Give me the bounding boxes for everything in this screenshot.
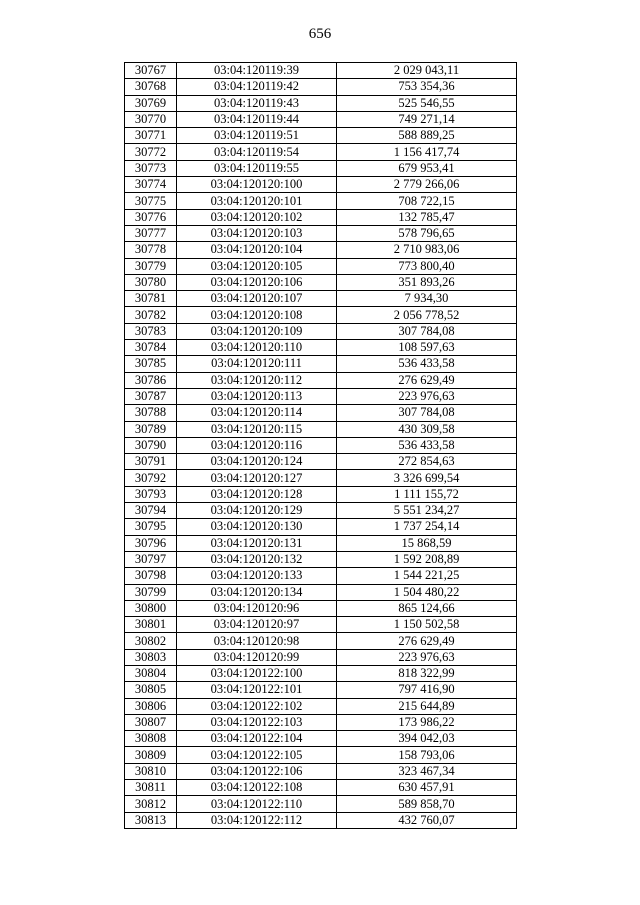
table-row [125,144,517,160]
cadastral-number-cell: 03:04:120120:129 [177,503,337,519]
row-number-cell: 30801 [125,617,177,633]
value-cell: 818 322,99 [337,665,517,681]
table-row [125,812,517,828]
value-cell: 2 029 043,11 [337,63,517,79]
value-cell: 2 779 266,06 [337,177,517,193]
cadastral-number-cell: 03:04:120119:44 [177,111,337,127]
table-row [125,568,517,584]
table-row [125,633,517,649]
table-row [125,128,517,144]
table-row [125,291,517,307]
table-row [125,111,517,127]
table-row [125,372,517,388]
cadastral-number-cell: 03:04:120120:131 [177,535,337,551]
cadastral-number-cell: 03:04:120120:113 [177,388,337,404]
table-row [125,160,517,176]
table-row [125,535,517,551]
cadastral-number-cell: 03:04:120122:110 [177,796,337,812]
row-number-cell: 30770 [125,111,177,127]
row-number-cell: 30798 [125,568,177,584]
value-cell: 589 858,70 [337,796,517,812]
value-cell: 307 784,08 [337,323,517,339]
table-body [125,63,517,829]
row-number-cell: 30786 [125,372,177,388]
row-number-cell: 30812 [125,796,177,812]
cadastral-number-cell: 03:04:120122:104 [177,731,337,747]
value-cell: 630 457,91 [337,780,517,796]
row-number-cell: 30787 [125,388,177,404]
cadastral-number-cell: 03:04:120120:102 [177,209,337,225]
table-row [125,421,517,437]
value-cell: 223 976,63 [337,388,517,404]
value-cell: 536 433,58 [337,356,517,372]
cadastral-number-cell: 03:04:120122:106 [177,763,337,779]
row-number-cell: 30781 [125,291,177,307]
cadastral-number-cell: 03:04:120120:132 [177,551,337,567]
cadastral-number-cell: 03:04:120122:105 [177,747,337,763]
row-number-cell: 30799 [125,584,177,600]
row-number-cell: 30771 [125,128,177,144]
cadastral-number-cell: 03:04:120120:109 [177,323,337,339]
cadastral-number-cell: 03:04:120122:103 [177,714,337,730]
cadastral-number-cell: 03:04:120120:97 [177,617,337,633]
cadastral-number-cell: 03:04:120122:108 [177,780,337,796]
table-row [125,780,517,796]
table-row [125,340,517,356]
row-number-cell: 30792 [125,470,177,486]
row-number-cell: 30791 [125,454,177,470]
cadastral-number-cell: 03:04:120120:104 [177,242,337,258]
cadastral-number-cell: 03:04:120120:98 [177,633,337,649]
table-row [125,356,517,372]
value-cell: 215 644,89 [337,698,517,714]
table-row [125,796,517,812]
value-cell: 173 986,22 [337,714,517,730]
table-row [125,258,517,274]
row-number-cell: 30783 [125,323,177,339]
cadastral-number-cell: 03:04:120120:111 [177,356,337,372]
value-cell: 323 467,34 [337,763,517,779]
table-row [125,714,517,730]
value-cell: 2 710 983,06 [337,242,517,258]
cadastral-number-cell: 03:04:120119:55 [177,160,337,176]
value-cell: 223 976,63 [337,649,517,665]
row-number-cell: 30810 [125,763,177,779]
cadastral-number-cell: 03:04:120120:128 [177,486,337,502]
value-cell: 536 433,58 [337,437,517,453]
row-number-cell: 30789 [125,421,177,437]
value-cell: 276 629,49 [337,372,517,388]
row-number-cell: 30808 [125,731,177,747]
table-row [125,763,517,779]
cadastral-number-cell: 03:04:120120:112 [177,372,337,388]
row-number-cell: 30804 [125,665,177,681]
value-cell: 15 868,59 [337,535,517,551]
table-row [125,698,517,714]
cadastral-number-cell: 03:04:120120:101 [177,193,337,209]
table-row [125,177,517,193]
table-row [125,503,517,519]
cadastral-number-cell: 03:04:120122:101 [177,682,337,698]
value-cell: 1 737 254,14 [337,519,517,535]
row-number-cell: 30777 [125,225,177,241]
value-cell: 588 889,25 [337,128,517,144]
row-number-cell: 30775 [125,193,177,209]
cadastral-number-cell: 03:04:120120:106 [177,274,337,290]
value-cell: 132 785,47 [337,209,517,225]
row-number-cell: 30769 [125,95,177,111]
value-cell: 5 551 234,27 [337,503,517,519]
cadastral-number-cell: 03:04:120122:102 [177,698,337,714]
row-number-cell: 30774 [125,177,177,193]
table-row [125,486,517,502]
row-number-cell: 30803 [125,649,177,665]
cadastral-number-cell: 03:04:120120:96 [177,600,337,616]
table-row [125,274,517,290]
cadastral-number-cell: 03:04:120119:43 [177,95,337,111]
table-row [125,649,517,665]
row-number-cell: 30778 [125,242,177,258]
row-number-cell: 30785 [125,356,177,372]
table-row [125,600,517,616]
cadastral-number-cell: 03:04:120120:115 [177,421,337,437]
row-number-cell: 30800 [125,600,177,616]
cadastral-number-cell: 03:04:120120:110 [177,340,337,356]
cadastral-number-cell: 03:04:120120:103 [177,225,337,241]
page-number: 656 [308,26,332,42]
table-row [125,747,517,763]
value-cell: 3 326 699,54 [337,470,517,486]
row-number-cell: 30797 [125,551,177,567]
value-cell: 430 309,58 [337,421,517,437]
cadastral-number-cell: 03:04:120119:42 [177,79,337,95]
row-number-cell: 30809 [125,747,177,763]
table-row [125,617,517,633]
row-number-cell: 30772 [125,144,177,160]
value-cell: 1 156 417,74 [337,144,517,160]
value-cell: 679 953,41 [337,160,517,176]
row-number-cell: 30811 [125,780,177,796]
value-cell: 525 546,55 [337,95,517,111]
value-cell: 2 056 778,52 [337,307,517,323]
table-row [125,388,517,404]
value-cell: 797 416,90 [337,682,517,698]
value-cell: 865 124,66 [337,600,517,616]
value-cell: 1 150 502,58 [337,617,517,633]
value-cell: 708 722,15 [337,193,517,209]
row-number-cell: 30793 [125,486,177,502]
value-cell: 7 934,30 [337,291,517,307]
cadastral-number-cell: 03:04:120120:105 [177,258,337,274]
table-row [125,665,517,681]
value-cell: 158 793,06 [337,747,517,763]
cadastral-number-cell: 03:04:120120:114 [177,405,337,421]
cadastral-number-cell: 03:04:120119:54 [177,144,337,160]
row-number-cell: 30784 [125,340,177,356]
row-number-cell: 30802 [125,633,177,649]
table-row [125,225,517,241]
value-cell: 749 271,14 [337,111,517,127]
value-cell: 394 042,03 [337,731,517,747]
row-number-cell: 30806 [125,698,177,714]
table-row [125,307,517,323]
cadastral-number-cell: 03:04:120120:116 [177,437,337,453]
cadastral-number-cell: 03:04:120119:51 [177,128,337,144]
table-row [125,79,517,95]
row-number-cell: 30767 [125,63,177,79]
value-cell: 307 784,08 [337,405,517,421]
table-row [125,682,517,698]
value-cell: 276 629,49 [337,633,517,649]
table-row [125,584,517,600]
row-number-cell: 30807 [125,714,177,730]
value-cell: 432 760,07 [337,812,517,828]
value-cell: 1 544 221,25 [337,568,517,584]
row-number-cell: 30773 [125,160,177,176]
value-cell: 1 504 480,22 [337,584,517,600]
table-row [125,242,517,258]
row-number-cell: 30776 [125,209,177,225]
cadastral-number-cell: 03:04:120120:107 [177,291,337,307]
value-cell: 1 111 155,72 [337,486,517,502]
cadastral-number-cell: 03:04:120122:112 [177,812,337,828]
data-table [124,62,517,829]
cadastral-number-cell: 03:04:120120:108 [177,307,337,323]
table-row [125,551,517,567]
table-row [125,193,517,209]
table-row [125,470,517,486]
table-row [125,323,517,339]
value-cell: 1 592 208,89 [337,551,517,567]
row-number-cell: 30805 [125,682,177,698]
cadastral-number-cell: 03:04:120120:130 [177,519,337,535]
value-cell: 272 854,63 [337,454,517,470]
cadastral-number-cell: 03:04:120120:99 [177,649,337,665]
row-number-cell: 30788 [125,405,177,421]
row-number-cell: 30796 [125,535,177,551]
cadastral-number-cell: 03:04:120120:127 [177,470,337,486]
cadastral-number-cell: 03:04:120120:100 [177,177,337,193]
cadastral-number-cell: 03:04:120120:133 [177,568,337,584]
row-number-cell: 30813 [125,812,177,828]
value-cell: 773 800,40 [337,258,517,274]
row-number-cell: 30782 [125,307,177,323]
cadastral-number-cell: 03:04:120122:100 [177,665,337,681]
value-cell: 753 354,36 [337,79,517,95]
row-number-cell: 30795 [125,519,177,535]
row-number-cell: 30790 [125,437,177,453]
row-number-cell: 30794 [125,503,177,519]
table-row [125,209,517,225]
row-number-cell: 30779 [125,258,177,274]
value-cell: 351 893,26 [337,274,517,290]
table-row [125,437,517,453]
table-row [125,519,517,535]
value-cell: 578 796,65 [337,225,517,241]
cadastral-number-cell: 03:04:120119:39 [177,63,337,79]
table-row [125,63,517,79]
row-number-cell: 30780 [125,274,177,290]
table-row [125,454,517,470]
table-row [125,405,517,421]
cadastral-number-cell: 03:04:120120:124 [177,454,337,470]
value-cell: 108 597,63 [337,340,517,356]
table-row [125,731,517,747]
row-number-cell: 30768 [125,79,177,95]
cadastral-number-cell: 03:04:120120:134 [177,584,337,600]
table-row [125,95,517,111]
